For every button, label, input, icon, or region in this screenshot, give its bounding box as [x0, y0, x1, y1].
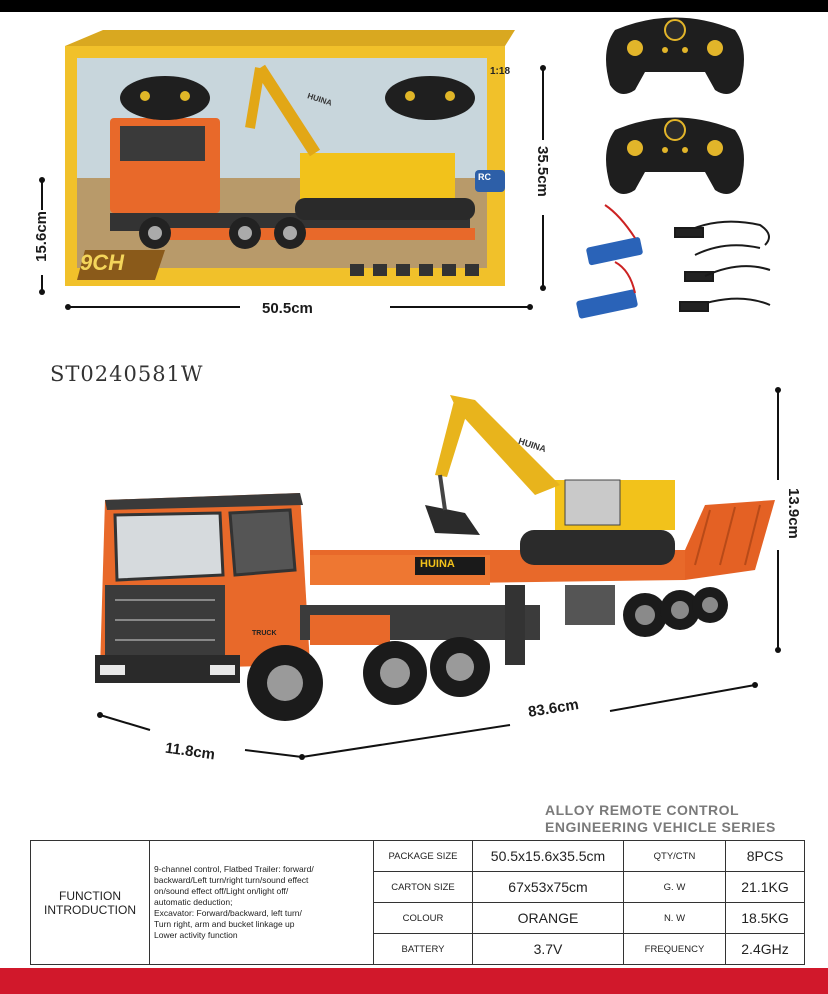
spec-row: [31, 841, 805, 872]
function-line: 9-channel control, Flatbed Trailer: forward/: [154, 864, 314, 874]
cab-label: TRUCK: [252, 630, 277, 637]
accessories: [565, 10, 785, 330]
function-label: INTRODUCTION: [44, 902, 136, 917]
truck-height-label: 13.9cm: [785, 488, 802, 539]
box-dimension-lines: [30, 60, 560, 320]
package-size-value: 50.5x15.6x35.5cm: [473, 841, 624, 872]
remote-controller-icon: [606, 18, 744, 95]
box-scale-label: 1:18: [490, 66, 511, 77]
colour-value: ORANGE: [473, 903, 624, 934]
battery-value: 3.7V: [473, 934, 624, 965]
function-label: FUNCTION: [59, 888, 121, 903]
net-weight-label: N. W: [624, 903, 726, 934]
truck-width-label: 11.8cm: [164, 739, 216, 764]
frequency-value: 2.4GHz: [726, 934, 805, 965]
excavator-brand-label: HUINA: [517, 435, 548, 455]
function-line: backward/Left turn/right turn/sound effect: [154, 875, 309, 885]
series-title-line: ALLOY REMOTE CONTROL: [545, 802, 740, 818]
box-channel-logo: 9CH: [80, 250, 125, 275]
gross-weight-value: 21.1KG: [726, 872, 805, 903]
box-height-label: 35.5cm: [534, 146, 551, 197]
box-depth-label: 15.6cm: [33, 211, 50, 262]
qty-ctn-label: QTY/CTN: [624, 841, 726, 872]
function-line: Turn right, arm and bucket linkage up: [154, 919, 295, 929]
box-rc-badge: RC: [478, 172, 491, 182]
series-title: [545, 802, 776, 836]
net-weight-value: 18.5KG: [726, 903, 805, 934]
function-line: automatic deduction;: [154, 897, 233, 907]
series-title-line: ENGINEERING VEHICLE SERIES: [545, 819, 776, 835]
carton-size-label: CARTON SIZE: [374, 872, 473, 903]
frequency-label: FREQUENCY: [624, 934, 726, 965]
truck-length-label: 83.6cm: [526, 696, 580, 721]
colour-label: COLOUR: [374, 903, 473, 934]
function-line: Lower activity function: [154, 930, 238, 940]
qty-ctn-value: 8PCS: [726, 841, 805, 872]
battery-icon: [576, 205, 643, 319]
box-width-label: 50.5cm: [262, 300, 313, 317]
function-description: [150, 841, 374, 965]
carton-size-value: 67x53x75cm: [473, 872, 624, 903]
spec-table: [30, 840, 805, 965]
gross-weight-label: G. W: [624, 872, 726, 903]
bottom-red-bar: [0, 968, 828, 994]
box-brand-label: HUINA: [306, 91, 334, 108]
truck-dimension-lines: [90, 385, 790, 770]
battery-label: BATTERY: [374, 934, 473, 965]
usb-cable-icon: [675, 222, 770, 311]
function-label-cell: [31, 841, 150, 965]
function-line: Excavator: Forward/backward, left turn/: [154, 908, 302, 918]
sku-code: ST0240581W: [50, 362, 204, 386]
trailer-brand-label: HUINA: [420, 558, 455, 570]
remote-controller-icon: [606, 118, 744, 195]
function-line: on/sound effect off/Light on/light off/: [154, 886, 289, 896]
package-size-label: PACKAGE SIZE: [374, 841, 473, 872]
